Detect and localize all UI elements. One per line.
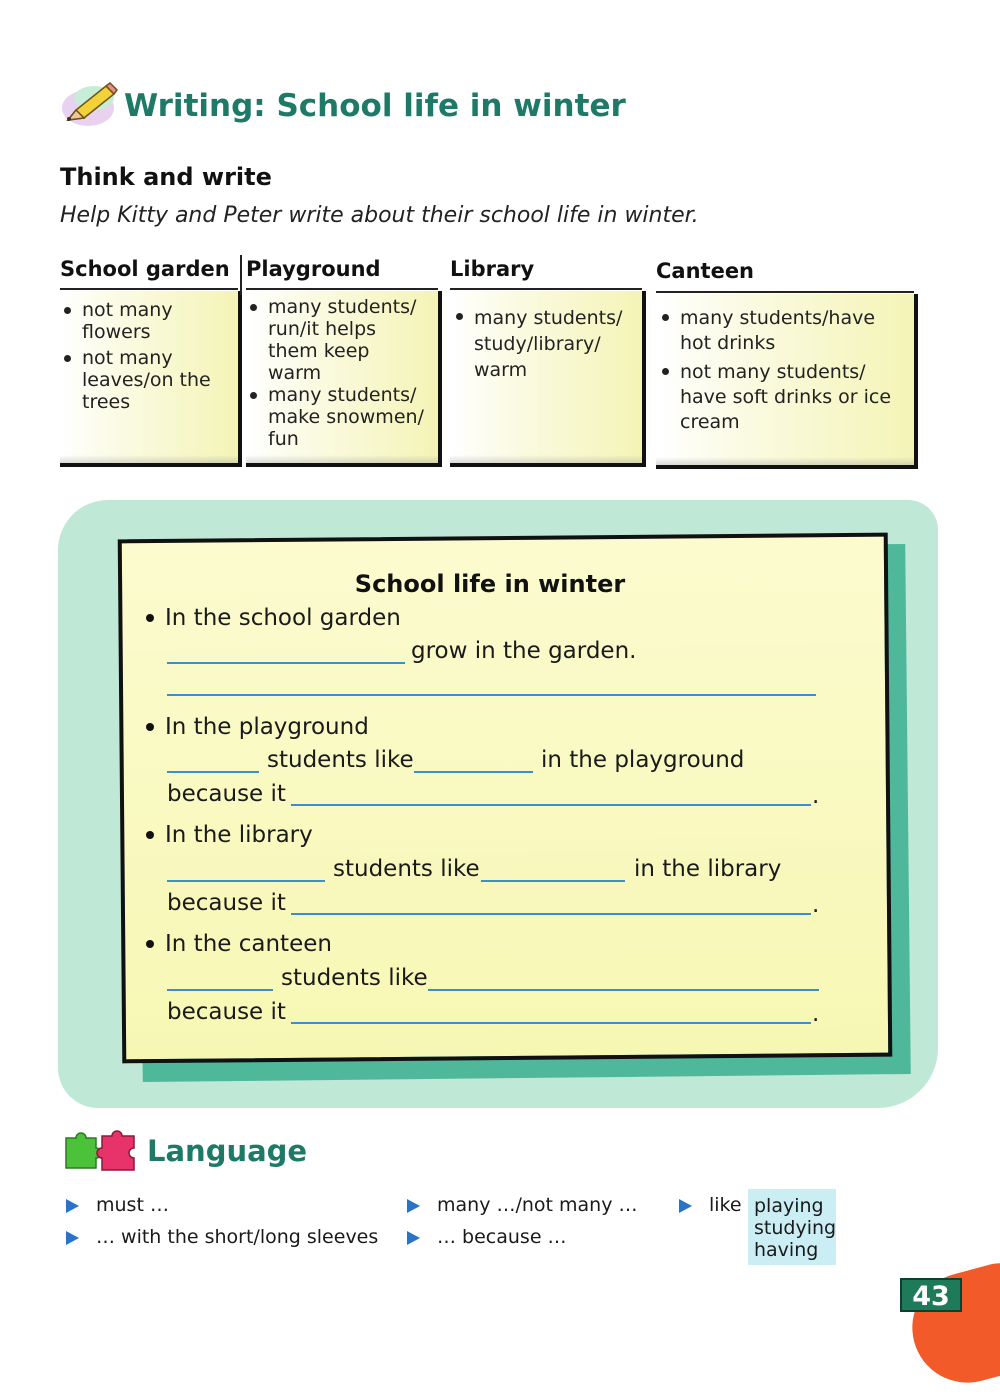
language-item: like [709, 1194, 742, 1216]
arrow-icon [407, 1231, 420, 1245]
card-item: many students/ study/library/ warm [454, 305, 632, 383]
section-heading: Think and write [60, 163, 272, 191]
playground-place: in the playground [541, 747, 745, 773]
language-item: must … [96, 1194, 169, 1216]
playground-blank-activity[interactable] [414, 771, 533, 773]
note-card-school-garden [60, 255, 242, 467]
instruction-text: Help Kitty and Peter write about their school life in winter. [60, 203, 699, 228]
note-card-canteen [656, 255, 918, 469]
library-blank-reason[interactable] [291, 913, 811, 915]
period: . [812, 783, 820, 809]
arrow-icon [66, 1199, 79, 1213]
arrow-icon [66, 1231, 79, 1245]
page-title: Writing: School life in winter [124, 88, 626, 124]
card-item: many students/have hot drinks [660, 306, 908, 356]
playground-because: because it [167, 781, 286, 807]
language-title: Language [147, 1134, 308, 1168]
playground-blank-reason[interactable] [291, 804, 811, 806]
card-item: many students/ run/it helps them keep warm [248, 296, 428, 384]
arrow-icon [407, 1199, 420, 1213]
note-card-playground [246, 255, 442, 467]
like-option: playing [754, 1195, 824, 1217]
corner-decoration [900, 1255, 1000, 1395]
language-item: … with the short/long sleeves [96, 1226, 379, 1248]
bullet-dot [146, 614, 154, 622]
writing-card-title: School life in winter [354, 570, 626, 598]
canteen-because: because it [167, 999, 286, 1025]
like-option: studying [754, 1217, 837, 1239]
playground-blank-quantity[interactable] [167, 771, 259, 773]
language-item: … because … [437, 1226, 567, 1248]
card-header: Playground [246, 257, 381, 281]
canteen-blank-activity[interactable] [428, 989, 819, 991]
bullet-dot [146, 831, 154, 839]
arrow-icon [679, 1199, 692, 1213]
period: . [812, 892, 820, 918]
garden-blank-1[interactable] [167, 662, 405, 664]
card-header: School garden [60, 257, 230, 281]
note-card-library [450, 255, 646, 467]
card-item: not many leaves/on the trees [62, 347, 222, 413]
period: . [812, 1001, 820, 1027]
garden-heading: In the school garden [165, 605, 401, 631]
page-number: 43 [900, 1278, 962, 1312]
card-item: not many flowers [62, 299, 222, 343]
card-header: Canteen [656, 259, 755, 283]
canteen-blank-quantity[interactable] [167, 989, 273, 991]
library-students-like: students like [333, 856, 480, 882]
canteen-students-like: students like [281, 965, 428, 991]
library-because: because it [167, 890, 286, 916]
playground-heading: In the playground [165, 714, 369, 740]
bullet-dot [146, 723, 154, 731]
card-item: not many students/ have soft drinks or ice cream [660, 360, 908, 435]
playground-students-like: students like [267, 747, 414, 773]
pencil-icon [60, 80, 120, 130]
language-item: many …/not many … [437, 1194, 638, 1216]
like-option: having [754, 1239, 819, 1261]
puzzle-icon [62, 1128, 140, 1174]
garden-blank-2[interactable] [167, 694, 816, 696]
bullet-dot [146, 940, 154, 948]
card-item: many students/ make snowmen/ fun [248, 384, 428, 450]
library-blank-activity[interactable] [481, 880, 625, 882]
canteen-blank-reason[interactable] [291, 1022, 811, 1024]
library-blank-quantity[interactable] [167, 880, 325, 882]
library-heading: In the library [165, 822, 313, 848]
card-header: Library [450, 257, 535, 281]
canteen-heading: In the canteen [165, 931, 332, 957]
garden-line-text: grow in the garden. [411, 638, 637, 664]
library-place: in the library [634, 856, 782, 882]
